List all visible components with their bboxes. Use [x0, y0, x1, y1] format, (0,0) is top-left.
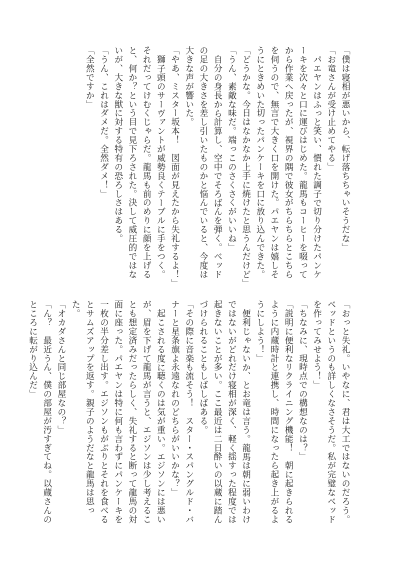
- paragraph: 「その際に音楽も流そう！ スター・スパングルド・バナーと星条旗よ永遠なれのどちらがいいかな？」: [169, 300, 194, 524]
- paragraph: パエヤンはふっと笑い、慣れた調子で切り分けたパンケーキを次々と口に運びはじめた。龍馬もコーヒーを啜ってから作業へ戻ったが、視界の隅で彼女がちらちらとこちらを伺うので、無言で大きく口を開けた。パエヤンは嬉しそうにときめいた切ったパンケーキを口に放り込んできた。: [254, 46, 322, 279]
- paragraph: 自分の身長から計算し、空中でそろばんを弾く。ベッドの足の大きさを差し引いたものかと悩んでいると、今度は大きな声が響いた。: [183, 46, 223, 279]
- paragraph: 「お竜さんが受け止めてやる」: [325, 46, 336, 172]
- paragraph: 便利じゃないか、とお竜は言う。龍馬は朝に弱いわけではないがどれだけ寝相が深く、軽く揺すった程度では起きないことが多い。ここ最近は二日酔いの以蔵に踏んづけられることもしばしばある。: [197, 300, 251, 524]
- paragraph: 獅子頭のサーヴァントが威勢良くテーブルに手をつく。それだってけむくじゃらだ。龍馬も前のめりに顔を上げると、何か？という目で見下ろされた。決して威圧的ではないが、大きな獣に対する特有の恐ろしさはある。: [112, 46, 166, 279]
- lower-text-block: [27, 300, 352, 532]
- paragraph: 「ちなみに、現時点での構想なのは？」: [297, 300, 308, 462]
- paragraph: 「おっと失礼。いやなに、君は大工ではないのだろう。ベッドというのも詳しくなさそうだ。私が完璧なベッドを作ってみせよう！」: [311, 300, 350, 524]
- paragraph: 「やあ、ミスター坂本！ 図面が見えたから失礼するよ！」: [169, 46, 180, 288]
- paragraph: 「うん、素敵な味だ。端っこのさくさくがいいね」: [226, 46, 237, 252]
- paragraph: 「全然ですか」: [84, 46, 95, 109]
- paragraph: 「どうかな。今日はなかなか上手に焼けたと思うんだけど」: [240, 46, 251, 288]
- paragraph: 「説明に便利なリクライニング機能！ 朝に起きられるように内蔵時計と連携し、時間になったら起き上がるようにしよう！」: [254, 300, 294, 524]
- upper-text-block: [47, 46, 352, 286]
- paragraph: 「オカダさんと同じ部屋なの？」: [55, 300, 66, 435]
- paragraph: 「ん？ 最近うん、僕の部屋が汚すぎてね。以蔵さんのところに転がり込んだ」: [27, 300, 52, 524]
- paragraph: 起こされる度に聴くのは気が重い。エジソンには悪いが、眉を下げて龍馬が言うと、エジソンは少し考えることも想定済みだったらしく、失礼すると断って龍馬の対面に座った。パエヤンは特に何も言わずにパンケーキを一枚の半分差し出す。エジソンもがぶりとそれを食べるとサムズアップを返す。親子のようだなと龍馬は思った。: [70, 300, 166, 524]
- paragraph: 「うん、これはダメだ。全然ダメ！」: [98, 46, 109, 199]
- paragraph: 「僕は寝相が悪いから、転げ落ちちゃいそうだな」: [340, 46, 350, 252]
